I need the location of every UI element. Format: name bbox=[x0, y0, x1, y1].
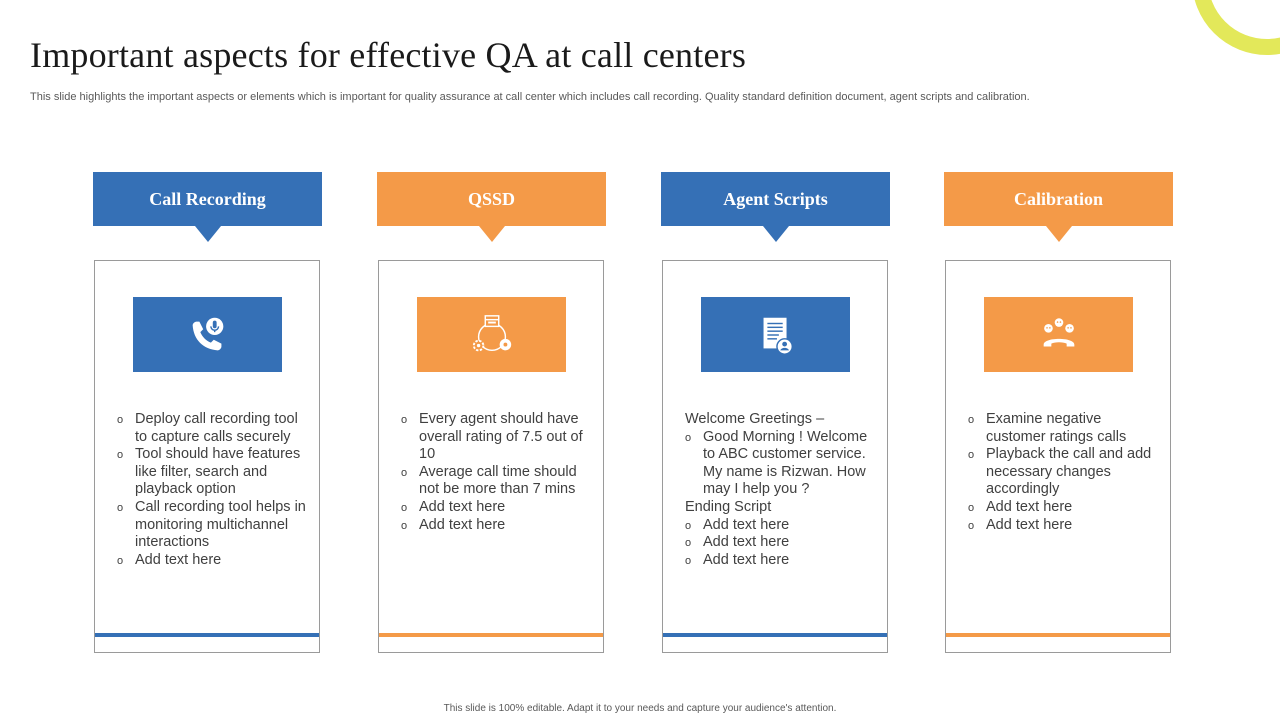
list-item: o Add text here bbox=[401, 499, 591, 517]
tab-calibration[interactable]: Calibration bbox=[944, 172, 1173, 226]
list-item: o Playback the call and add necessary changes accordingly bbox=[968, 446, 1158, 499]
tab-agent-scripts[interactable]: Agent Scripts bbox=[661, 172, 890, 226]
card-agent-scripts bbox=[662, 260, 888, 653]
column-calibration bbox=[944, 172, 1173, 533]
list-item: o Add text here bbox=[685, 552, 875, 570]
list-item: o Call recording tool helps in monitoring multichannel interactions bbox=[117, 499, 307, 552]
column-agent-scripts bbox=[661, 172, 890, 568]
card-call-recording bbox=[94, 260, 320, 653]
bullet-list bbox=[401, 411, 591, 534]
list-item: o Average call time should not be more than 7 mins bbox=[401, 464, 591, 499]
card-qssd bbox=[378, 260, 604, 653]
list-heading: Welcome Greetings – bbox=[685, 411, 825, 427]
page-title: Important aspects for effective QA at call centers bbox=[30, 35, 747, 75]
list-heading: Ending Script bbox=[685, 498, 772, 515]
process-cycle-icon bbox=[469, 312, 515, 358]
list-item: o Tool should have features like filter, search and playback option bbox=[117, 446, 307, 499]
column-qssd bbox=[377, 172, 606, 533]
list-item: o Add text here bbox=[685, 534, 875, 552]
list-item: o Add text here bbox=[685, 517, 875, 535]
list-item: o Deploy call recording tool to capture calls securely bbox=[117, 411, 307, 446]
list-item: o Add text here bbox=[117, 552, 307, 570]
tab-qssd[interactable]: QSSD bbox=[377, 172, 606, 226]
card-accent-bar bbox=[379, 633, 603, 637]
list-item: o Examine negative customer ratings calls bbox=[968, 411, 1158, 446]
list-item: o Good Morning ! Welcome to ABC customer service. My name is Rizwan. How may I help you ? bbox=[685, 429, 875, 499]
tab-call-recording[interactable]: Call Recording bbox=[93, 172, 322, 226]
icon-box bbox=[417, 297, 566, 372]
phone-microphone-icon bbox=[185, 312, 231, 358]
list-item: o Add text here bbox=[968, 499, 1158, 517]
column-call-recording bbox=[93, 172, 322, 568]
card-calibration bbox=[945, 260, 1171, 653]
icon-box bbox=[701, 297, 850, 372]
card-accent-bar bbox=[95, 633, 319, 637]
footer-note: This slide is 100% editable. Adapt it to your needs and capture your audience's attention. bbox=[443, 703, 837, 714]
list-item: o Add text here bbox=[968, 517, 1158, 535]
card-accent-bar bbox=[946, 633, 1170, 637]
sad-phone-icon bbox=[1036, 312, 1082, 358]
page-subtitle: This slide highlights the important aspects or elements which is important for quality assurance at call center which includes call recording. Quality standard definition document, agent scripts and calibration. bbox=[30, 91, 1030, 103]
bullet-list bbox=[117, 411, 307, 569]
card-accent-bar bbox=[663, 633, 887, 637]
list-item: o Add text here bbox=[401, 517, 591, 535]
list-item: o Every agent should have overall rating of 7.5 out of 10 bbox=[401, 411, 591, 464]
bullet-list bbox=[685, 411, 875, 569]
document-user-icon bbox=[753, 312, 799, 358]
decorative-ring bbox=[1192, 0, 1280, 55]
bullet-list bbox=[968, 411, 1158, 534]
icon-box bbox=[984, 297, 1133, 372]
icon-box bbox=[133, 297, 282, 372]
